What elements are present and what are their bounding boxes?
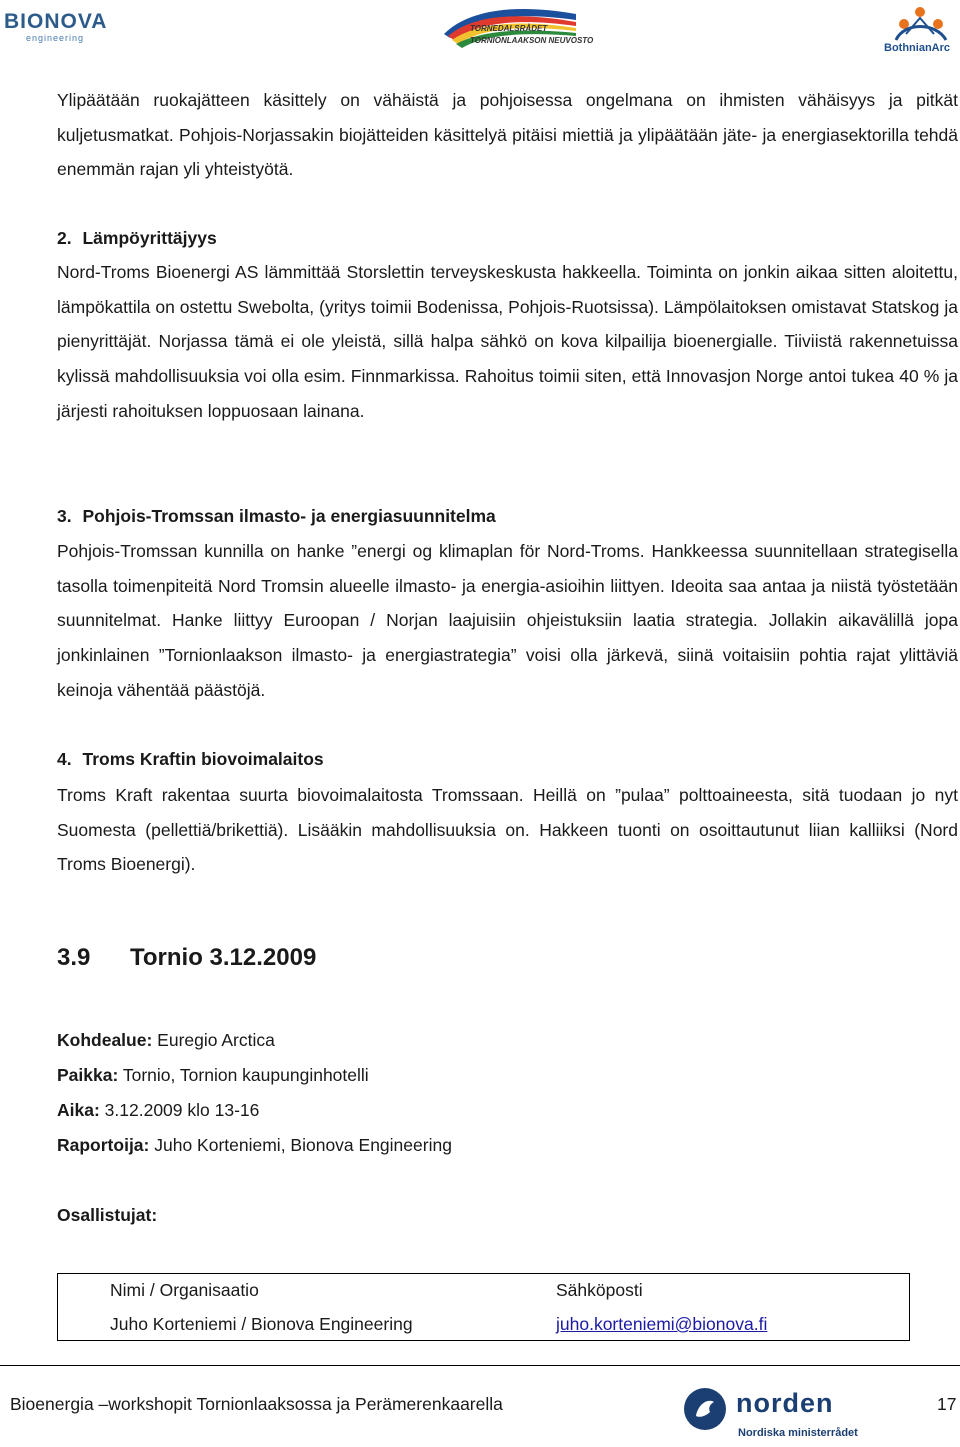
table-header-email: Sähköposti (556, 1280, 643, 1300)
table-row (58, 1308, 909, 1342)
section-3-number: 3. (57, 506, 72, 526)
tornedal-council-logo (440, 4, 594, 52)
section-3-paragraph: Pohjois-Tromssan kunnilla on hanke ”energi og klimaplan för Nord-Troms. Hankkeessa suunnitellaan strategisella tasolla toimenpiteitä Nord Tromsin alueelle ilmasto- ja energia-asioihin liittyen. Ideoita saa antaa ja niistä työstetään suunnitelmat. Hanke liittyy Euroopan / Norjan laajuisiin ohjeistuksiin laatia strategia. Jollakin aikavälillä jopa jonkinlainen ”Tornionlaakson ilmasto- ja energiastrategia” voisi olla järkevä, siinä voitaisiin pohtia rajat ylittäviä keinoja vähentää päästöjä. (57, 541, 958, 700)
raportoija-value: Juho Korteniemi, Bionova Engineering (149, 1135, 452, 1155)
heading-3-9 (57, 944, 316, 972)
bionova-tagline: engineering (26, 33, 85, 43)
bothnian-arc-wordmark: BothnianArc (884, 42, 950, 54)
aika-label: Aika: (57, 1100, 100, 1120)
meta-kohdealue (57, 1030, 275, 1051)
section-3-heading (57, 506, 496, 527)
bionova-wordmark: BIONOVA (4, 10, 108, 33)
footer-title: Bioenergia –workshopit Tornionlaaksossa ja Perämerenkaarella (10, 1394, 503, 1414)
bionova-logo (4, 6, 108, 43)
meta-paikka (57, 1065, 369, 1086)
council-name-finnish: TORNIONLAAKSON NEUVOSTO (470, 36, 594, 45)
section-2-title: Lämpöyrittäjyys (82, 228, 217, 248)
meta-aika (57, 1100, 259, 1121)
section-4-paragraph: Troms Kraft rakentaa suurta biovoimalaitosta Tromssaan. Heillä on ”pulaa” polttoaineesta, sitä tuodaan jo nyt Suomesta (pellettiä/brikettiä). Lisääkin mahdollisuuksia on. Hakkeen tuonti on osoittautunut liian kalliiksi (Nord Troms Bioenergi). (57, 785, 958, 875)
paikka-value: Tornio, Tornion kaupunginhotelli (118, 1065, 369, 1085)
section-3-title: Pohjois-Tromssan ilmasto- ja energiasuunnitelma (82, 506, 496, 526)
section-2-paragraph: Nord-Troms Bioenergi AS lämmittää Storslettin terveyskeskusta hakkeella. Toiminta on jonkin aikaa sitten aloitettu, lämpökattila on ostettu Swebolta, (yritys toimii Bodenissa, Pohjois-Ruotsissa). Lämpölaitoksen omistavat Statskog ja pienyrittäjät. Norjassa tämä ei ole yleistä, sillä halpa sähkö on kova kilpailija bioenergialle. Tiiviistä rakennetuissa kylissä mahdollisuuksia voi olla esim. Finnmarkissa. Rahoitus toimii siten, että Innovasjon Norge antoi tukea 40 % ja järjesti rahoituksen loppuosaan lainana. (57, 262, 958, 421)
norden-subtitle: Nordiska ministerrådet (738, 1427, 858, 1439)
table-cell-name: Juho Korteniemi / Bionova Engineering (110, 1314, 413, 1334)
raportoija-label: Raportoija: (57, 1135, 150, 1155)
table-header-name: Nimi / Organisaatio (110, 1280, 259, 1300)
meta-raportoija (57, 1135, 452, 1156)
page-number: 17 (937, 1394, 957, 1414)
kohdealue-value: Euregio Arctica (152, 1030, 275, 1050)
bothnian-arc-logo (884, 4, 956, 58)
heading-3-9-title: Tornio 3.12.2009 (130, 944, 317, 971)
norden-wordmark: norden (736, 1388, 834, 1418)
bothnian-arc-icon (884, 4, 956, 44)
aika-value: 3.12.2009 klo 13-16 (99, 1100, 260, 1120)
paikka-label: Paikka: (57, 1065, 119, 1085)
council-name-swedish: TORNEDALSRÅDET (470, 24, 548, 33)
intro-paragraph: Ylipäätään ruokajätteen käsittely on vähäistä ja pohjoisessa ongelmana on ihmisten vähäisyys ja pitkät kuljetusmatkat. Pohjois-Norjassakin biojätteiden käsittelyä pitäisi miettiä ja ylipäätään jäte- ja energiasektorilla tehdä enemmän rajan yli yhteistyötä. (57, 90, 958, 180)
section-2-heading (57, 228, 217, 249)
heading-3-9-number: 3.9 (57, 944, 91, 971)
table-header-row (58, 1274, 909, 1308)
email-link[interactable]: juho.korteniemi@bionova.fi (556, 1314, 768, 1334)
footer-divider (0, 1365, 960, 1366)
section-4-title: Troms Kraftin biovoimalaitos (82, 749, 324, 769)
kohdealue-label: Kohdealue: (57, 1030, 153, 1050)
participants-table (57, 1273, 910, 1341)
osallistujat-heading: Osallistujat: (57, 1205, 158, 1225)
norden-swan-icon (682, 1386, 728, 1432)
section-4-number: 4. (57, 749, 72, 769)
section-4-heading (57, 749, 324, 770)
section-2-number: 2. (57, 228, 72, 248)
